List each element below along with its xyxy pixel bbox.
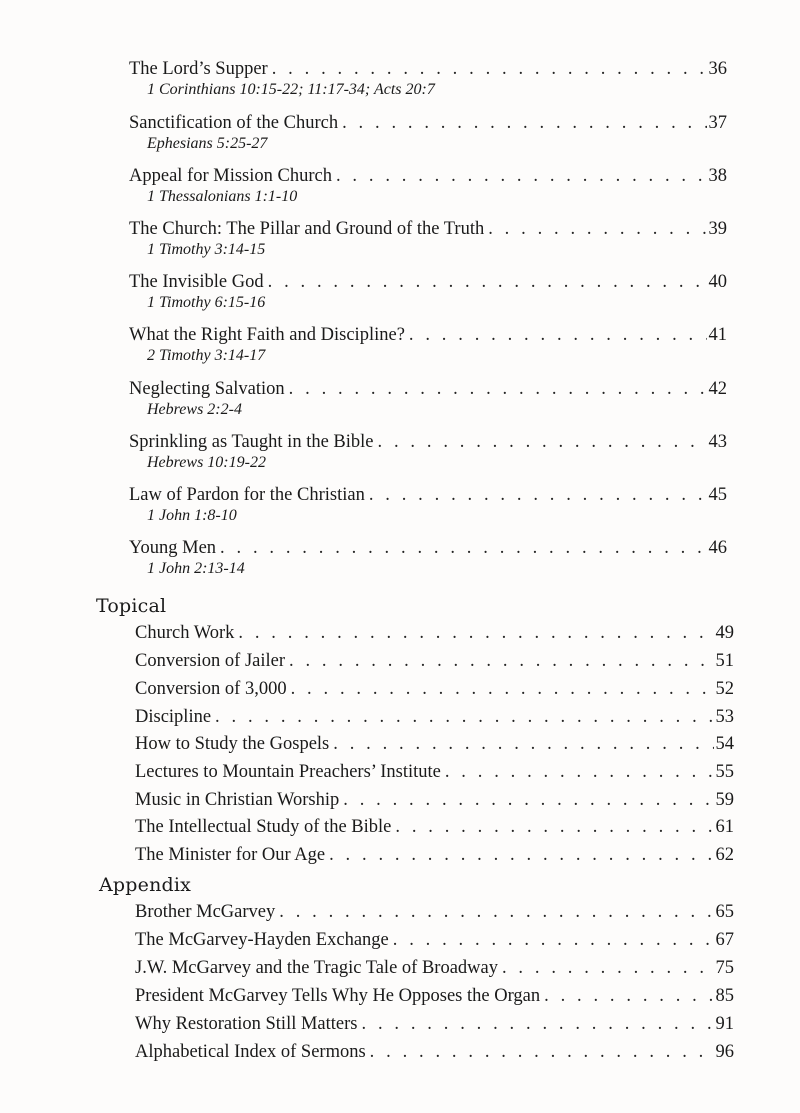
dot-leader (502, 957, 714, 979)
entry-line (129, 484, 727, 506)
entry-title: The Church: The Pillar and Ground of the Truth (129, 219, 485, 239)
entry-line (135, 650, 734, 672)
section-heading-appendix: Appendix (99, 874, 192, 896)
dot-leader (268, 271, 707, 293)
entry-line (135, 929, 734, 951)
entry-title: Sanctification of the Church (129, 113, 339, 133)
page-number: 40 (708, 272, 727, 292)
page-number: 51 (715, 651, 734, 671)
entry-title: The Invisible God (129, 272, 264, 292)
page-number: 61 (715, 817, 734, 837)
dot-leader (362, 1013, 714, 1035)
entry-title: Why Restoration Still Matters (135, 1014, 358, 1034)
dot-leader (393, 929, 714, 951)
toc-entry-brother-mcgarvey[interactable] (135, 901, 734, 923)
dot-leader (291, 678, 714, 700)
entry-line (129, 431, 727, 453)
dot-leader (238, 622, 713, 644)
scripture-reference: 1 John 2:13-14 (147, 560, 245, 577)
page-number: 54 (715, 734, 734, 754)
scripture-reference: Ephesians 5:25-27 (147, 135, 268, 152)
dot-leader (215, 706, 713, 728)
page-number: 49 (715, 623, 734, 643)
entry-line (135, 816, 734, 838)
toc-entry-invisible-god[interactable] (129, 271, 727, 312)
entry-title: Lectures to Mountain Preachers’ Institute (135, 762, 441, 782)
entry-title: Young Men (129, 538, 217, 558)
toc-entry-sprinkling[interactable] (129, 431, 727, 472)
entry-title: Conversion of Jailer (135, 651, 286, 671)
dot-leader (289, 378, 707, 400)
toc-entry-young-men[interactable] (129, 537, 727, 578)
page-number: 55 (715, 762, 734, 782)
toc-entry-study-gospels[interactable] (135, 733, 734, 755)
dot-leader (272, 58, 707, 80)
entry-line (135, 985, 734, 1007)
entry-line (135, 901, 734, 923)
page-number: 38 (708, 166, 727, 186)
dot-leader (343, 789, 713, 811)
dot-leader (220, 537, 706, 559)
dot-leader (445, 761, 714, 783)
dot-leader (369, 484, 707, 506)
dot-leader (329, 844, 713, 866)
entry-title: How to Study the Gospels (135, 734, 330, 754)
entry-line (129, 165, 727, 187)
scripture-reference: 1 Timothy 6:15-16 (147, 294, 266, 311)
scripture-reference: Hebrews 2:2-4 (147, 401, 242, 418)
dot-leader (488, 218, 706, 240)
entry-title: Church Work (135, 623, 235, 643)
entry-line (135, 789, 734, 811)
entry-title: President McGarvey Tells Why He Opposes the Organ (135, 986, 541, 1006)
scripture-reference: Hebrews 10:19-22 (147, 454, 266, 471)
toc-entry-right-faith[interactable] (129, 324, 727, 365)
entry-line (135, 844, 734, 866)
toc-entry-conversion-jailer[interactable] (135, 650, 734, 672)
toc-entry-neglecting-salvation[interactable] (129, 378, 727, 419)
entry-line (129, 218, 727, 240)
entry-line (129, 271, 727, 293)
page-number: 67 (715, 930, 734, 950)
entry-line (135, 1041, 734, 1063)
scripture-reference: 1 Timothy 3:14-15 (147, 241, 266, 258)
dot-leader (378, 431, 707, 453)
page-number: 42 (708, 379, 727, 399)
dot-leader (336, 165, 707, 187)
toc-entry-opposes-organ[interactable] (135, 985, 734, 1007)
page-number: 37 (708, 113, 727, 133)
page-number: 65 (715, 902, 734, 922)
entry-title: The McGarvey-Hayden Exchange (135, 930, 389, 950)
toc-entry-church-work[interactable] (135, 622, 734, 644)
dot-leader (289, 650, 713, 672)
toc-entry-alphabetical-index[interactable] (135, 1041, 734, 1063)
page-number: 41 (708, 325, 727, 345)
scripture-reference: 1 Corinthians 10:15-22; 11:17-34; Acts 20:7 (147, 81, 435, 98)
entry-line (129, 537, 727, 559)
page-number: 53 (715, 707, 734, 727)
page-number: 36 (708, 59, 727, 79)
toc-entry-appeal-mission[interactable] (129, 165, 727, 206)
dot-leader (544, 985, 713, 1007)
scripture-reference: 1 John 1:8-10 (147, 507, 237, 524)
section-heading-topical: Topical (96, 595, 167, 617)
entry-title: What the Right Faith and Discipline? (129, 325, 405, 345)
toc-entry-sanctification[interactable] (129, 112, 727, 153)
entry-line (129, 112, 727, 134)
entry-title: Conversion of 3,000 (135, 679, 287, 699)
toc-entry-lords-supper[interactable] (129, 58, 727, 99)
page-number: 45 (708, 485, 727, 505)
toc-entry-intellectual-study[interactable] (135, 816, 734, 838)
page-number: 39 (708, 219, 727, 239)
scripture-reference: 1 Thessalonians 1:1-10 (147, 188, 298, 205)
entry-line (135, 733, 734, 755)
toc-entry-tragic-tale-broadway[interactable] (135, 957, 734, 979)
page-number: 91 (715, 1014, 734, 1034)
entry-line (135, 1013, 734, 1035)
entry-line (135, 761, 734, 783)
entry-line (129, 58, 727, 80)
entry-title: Appeal for Mission Church (129, 166, 332, 186)
scripture-reference: 2 Timothy 3:14-17 (147, 347, 266, 364)
dot-leader (409, 324, 707, 346)
page-number: 59 (715, 790, 734, 810)
entry-title: Alphabetical Index of Sermons (135, 1042, 366, 1062)
toc-entry-law-of-pardon[interactable] (129, 484, 727, 525)
toc-entry-minister-our-age[interactable] (135, 844, 734, 866)
entry-title: The Minister for Our Age (135, 845, 326, 865)
entry-title: Law of Pardon for the Christian (129, 485, 365, 505)
entry-line (135, 622, 734, 644)
toc-entry-music-worship[interactable] (135, 789, 734, 811)
dot-leader (395, 816, 713, 838)
toc-entry-pillar-ground[interactable] (129, 218, 727, 259)
dot-leader (333, 733, 713, 755)
entry-title: Sprinkling as Taught in the Bible (129, 432, 374, 452)
page-number: 75 (715, 958, 734, 978)
page-number: 52 (715, 679, 734, 699)
toc-entry-restoration-matters[interactable] (135, 1013, 734, 1035)
entry-line (135, 706, 734, 728)
entry-title: Brother McGarvey (135, 902, 276, 922)
page-number: 85 (715, 986, 734, 1006)
dot-leader (370, 1041, 714, 1063)
dot-leader (342, 112, 706, 134)
entry-title: The Lord’s Supper (129, 59, 268, 79)
toc-entry-mcgarvey-hayden[interactable] (135, 929, 734, 951)
toc-entry-conversion-3000[interactable] (135, 678, 734, 700)
toc-entry-discipline[interactable] (135, 706, 734, 728)
entry-title: Neglecting Salvation (129, 379, 285, 399)
entry-title: Music in Christian Worship (135, 790, 340, 810)
page-number: 46 (708, 538, 727, 558)
page-number: 43 (708, 432, 727, 452)
entry-line (129, 378, 727, 400)
entry-line (135, 678, 734, 700)
entry-title: Discipline (135, 707, 212, 727)
entry-title: J.W. McGarvey and the Tragic Tale of Broadway (135, 958, 498, 978)
dot-leader (279, 901, 713, 923)
entry-line (135, 957, 734, 979)
toc-entry-mountain-preachers[interactable] (135, 761, 734, 783)
page-number: 96 (715, 1042, 734, 1062)
entry-title: The Intellectual Study of the Bible (135, 817, 392, 837)
page-number: 62 (715, 845, 734, 865)
entry-line (129, 324, 727, 346)
